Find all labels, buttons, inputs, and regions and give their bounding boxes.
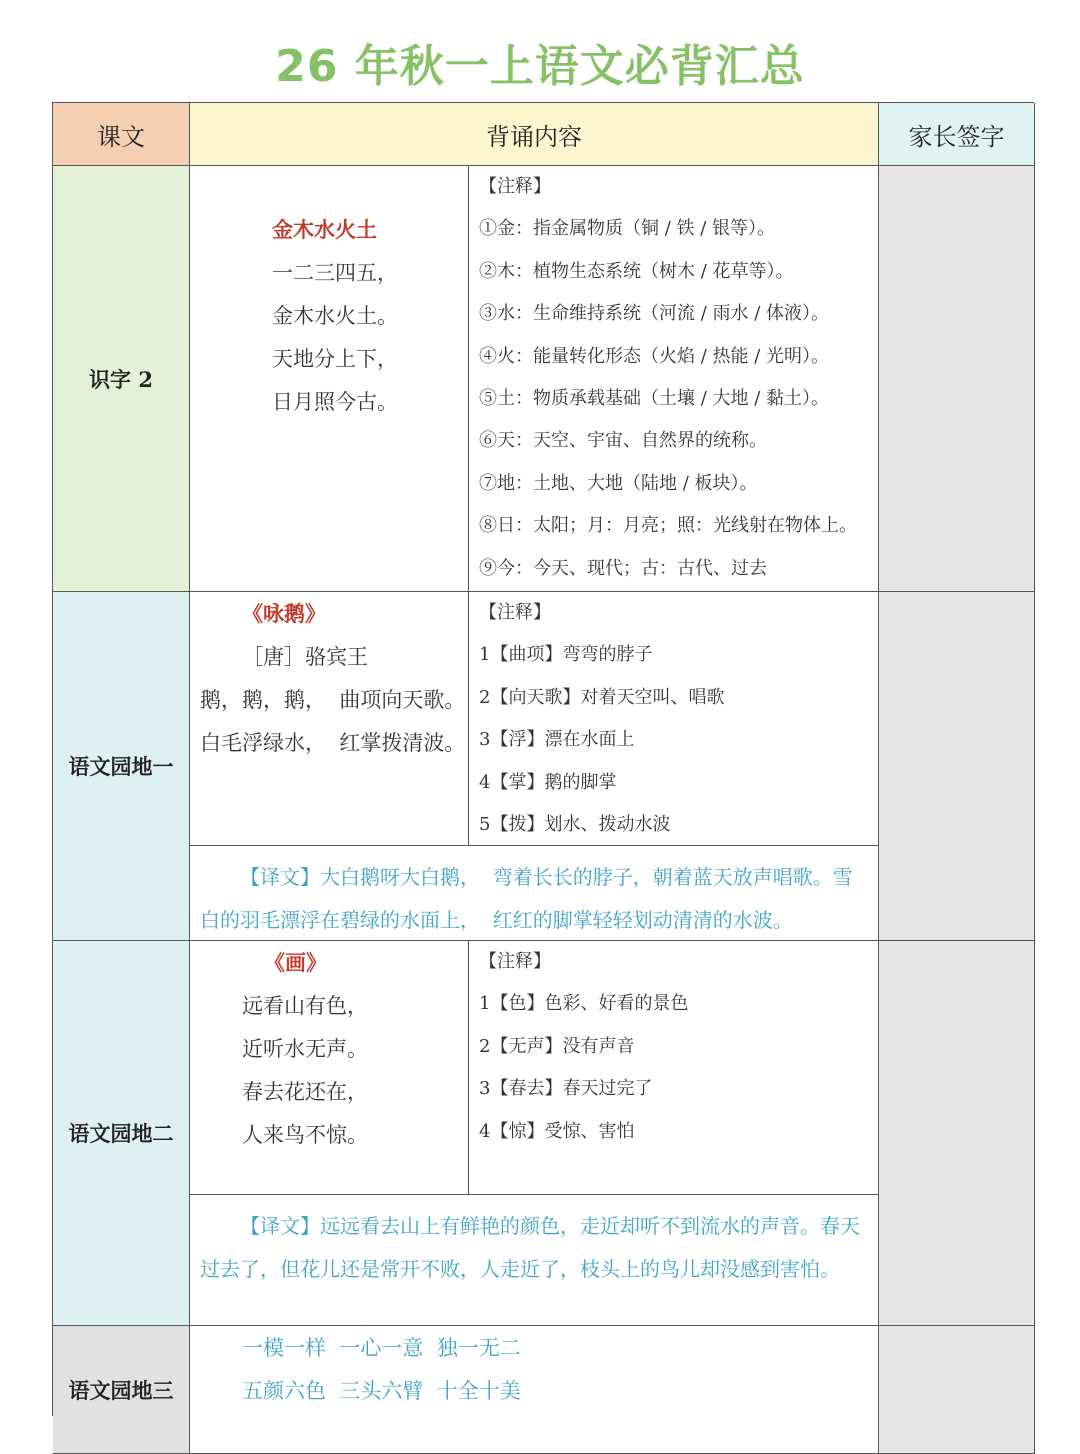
idiom-line: 一模一样 一心一意 独一无二 [242,1336,521,1360]
header-content: 背诵内容 [190,103,879,166]
page-title: 26 年秋一上语文必背汇总 [275,41,805,92]
lesson-yuandi1: 语文园地一 [53,592,190,941]
poem-title: 金木水火土 [272,217,377,242]
poem-line: 人来鸟不惊。 [242,1123,368,1147]
poem-line: 近听水无声。 [242,1037,368,1061]
poem-line: 金木水火土。 [272,304,398,328]
poem-title: 《画》 [264,950,327,975]
poem-yuandi2 [190,941,469,1195]
poem-author: ［唐］骆宾王 [242,645,368,669]
note-item: 3【春去】春天过完了 [479,1078,653,1100]
notes-shizi2 [469,166,879,592]
note-item: ③水：生命维持系统（河流 / 雨水 / 体液）。 [479,303,830,325]
note-item: 1【曲项】弯弯的脖子 [479,644,653,666]
lesson-shizi2: 识字 2 [53,166,190,592]
note-item: 4【掌】鹅的脚掌 [479,771,617,793]
poem-shizi2 [190,166,469,592]
sign-box[interactable] [879,941,1035,1326]
note-item: 4【惊】受惊、害怕 [479,1120,635,1142]
idioms-yuandi3 [190,1326,879,1454]
sign-box[interactable] [879,166,1035,592]
note-item: 2【无声】没有声音 [479,1035,635,1057]
poem-title: 《咏鹅》 [242,601,326,626]
sign-box[interactable] [879,592,1035,941]
poem-line: 春去花还在， [242,1080,368,1104]
poem-yuandi1 [190,592,469,846]
translation-text: 大白鹅呀大白鹅， 弯着长长的脖子，朝着蓝天放声唱歌。雪白的羽毛漂浮在碧绿的水面上， 红红的脚掌轻轻划动清清的水波。 [200,865,853,932]
note-item: 5【拨】划水、拨动水波 [479,813,671,835]
note-item: ⑨今：今天、现代；古：古代、过去 [479,557,767,579]
header-sign: 家长签字 [879,103,1035,166]
translation-yuandi1 [190,846,879,941]
translation-label: 【译文】 [240,1214,320,1238]
translation-label: 【译文】 [240,865,320,889]
note-item: 2【向天歌】对着天空叫、唱歌 [479,686,725,708]
idiom-line: 五颜六色 三头六臂 十全十美 [242,1379,521,1403]
poem-line: 鹅，鹅，鹅， 曲项向天歌。 [200,688,466,712]
poem-line: 白毛浮绿水， 红掌拨清波。 [200,731,466,755]
lesson-yuandi2: 语文园地二 [53,941,190,1326]
note-item: ⑥天：天空、宇宙、自然界的统称。 [479,430,767,452]
translation-text: 远远看去山上有鲜艳的颜色，走近却听不到流水的声音。春天过去了，但花儿还是常开不败，人走近了，枝头上的鸟儿却没感到害怕。 [200,1214,860,1281]
lesson-yuandi3: 语文园地三 [53,1326,190,1454]
note-item: 3【浮】漂在水面上 [479,729,635,751]
poem-line: 日月照今古。 [272,390,398,414]
note-item: ②木：植物生态系统（树木 / 花草等）。 [479,260,794,282]
notes-label: 【注释】 [479,951,551,972]
notes-yuandi1 [469,592,879,846]
notes-label: 【注释】 [479,176,551,197]
poem-line: 天地分上下， [272,347,398,371]
poem-line: 一二三四五， [272,261,398,285]
note-item: ①金：指金属物质（铜 / 铁 / 银等）。 [479,218,776,240]
note-item: ⑧日：太阳；月：月亮；照：光线射在物体上。 [479,515,857,537]
note-item: 1【色】色彩、好看的景色 [479,993,689,1015]
note-item: ④火：能量转化形态（火焰 / 热能 / 光明）。 [479,345,830,367]
translation-yuandi2 [190,1195,879,1326]
notes-label: 【注释】 [479,602,551,623]
recitation-table [52,102,1034,1416]
sign-box[interactable] [879,1326,1035,1454]
notes-yuandi2 [469,941,879,1195]
poem-line: 远看山有色， [242,994,368,1018]
note-item: ⑦地：土地、大地（陆地 / 板块）。 [479,472,758,494]
header-lesson: 课文 [53,103,190,166]
note-item: ⑤土：物质承载基础（土壤 / 大地 / 黏土）。 [479,387,830,409]
